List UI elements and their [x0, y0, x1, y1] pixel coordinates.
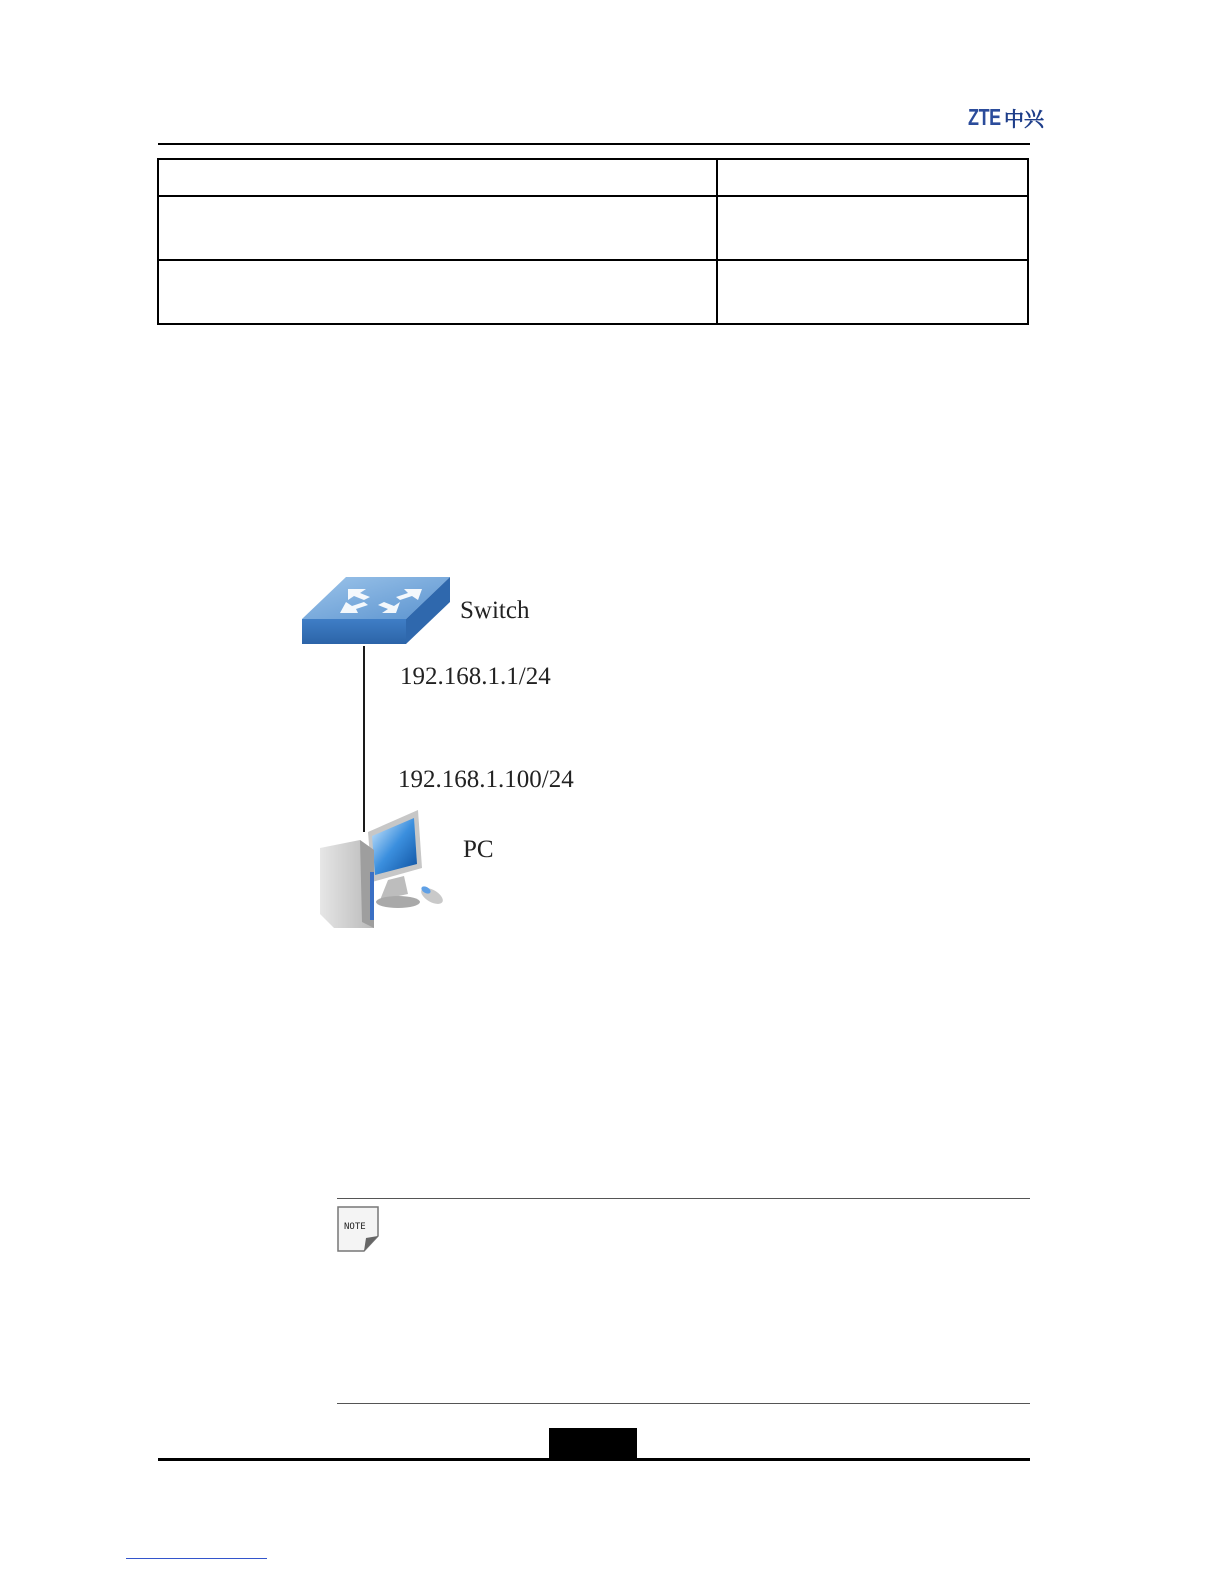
table-cell	[158, 159, 717, 196]
table-cell	[158, 260, 717, 324]
table-cell	[717, 196, 1028, 260]
switch-icon	[300, 575, 452, 647]
pc-icon	[318, 810, 448, 930]
note-icon-label: NOTE	[344, 1222, 366, 1232]
footer-rule	[158, 1458, 1030, 1461]
table-cell	[717, 260, 1028, 324]
header-rule	[158, 143, 1030, 145]
page-number-tab	[549, 1428, 637, 1459]
table-cell	[158, 196, 717, 260]
zte-logo	[968, 104, 1044, 130]
logo-cjk-text: 中兴	[1004, 106, 1044, 131]
pc-ip-label: 192.168.1.100/24	[398, 766, 574, 793]
table-cell	[717, 159, 1028, 196]
pc-label: PC	[463, 836, 494, 863]
switch-label: Switch	[460, 597, 530, 624]
table-row	[158, 260, 1028, 324]
parameter-table	[157, 158, 1029, 325]
switch-ip-label: 192.168.1.1/24	[400, 663, 551, 690]
footer-link-underline[interactable]	[126, 1558, 267, 1559]
table-row	[158, 159, 1028, 196]
note-top-rule	[337, 1198, 1030, 1199]
note-bottom-rule	[337, 1403, 1030, 1404]
connection-line	[363, 646, 365, 832]
table-row	[158, 196, 1028, 260]
logo-latin-text: ZTE	[968, 103, 1001, 130]
network-topology-diagram	[300, 570, 600, 940]
note-icon	[337, 1206, 379, 1252]
